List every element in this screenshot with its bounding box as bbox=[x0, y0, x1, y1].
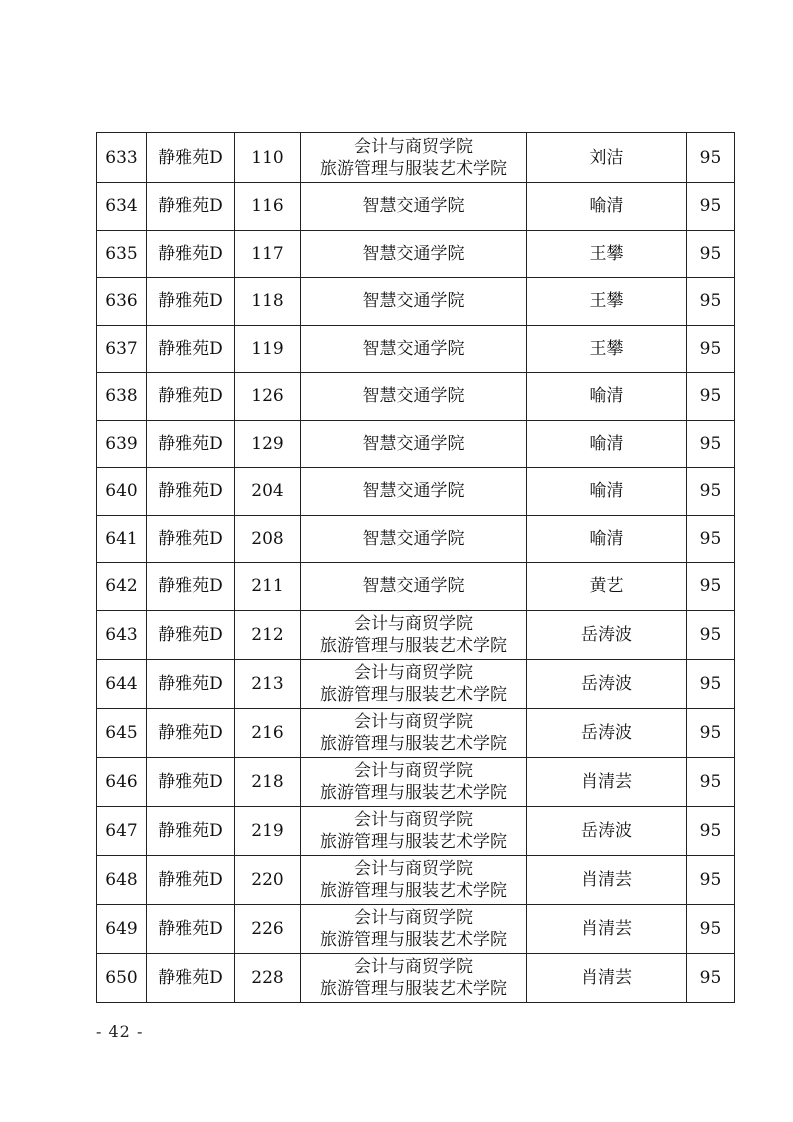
room-cell: 212 bbox=[235, 610, 301, 659]
college-cell bbox=[301, 133, 527, 183]
college-name: 会计与商贸学院 bbox=[354, 711, 473, 732]
building-cell: 静雅苑D bbox=[147, 610, 235, 659]
inspector-cell: 喻清 bbox=[527, 183, 687, 231]
building-cell: 静雅苑D bbox=[147, 278, 235, 326]
score-cell: 95 bbox=[687, 757, 735, 806]
building-cell: 静雅苑D bbox=[147, 953, 235, 1002]
inspector-cell: 岳涛波 bbox=[527, 659, 687, 708]
college-name: 旅游管理与服装艺术学院 bbox=[320, 978, 507, 999]
inspector-cell: 肖清芸 bbox=[527, 855, 687, 904]
college-cell bbox=[301, 806, 527, 855]
table-row bbox=[97, 659, 735, 708]
score-cell: 95 bbox=[687, 373, 735, 421]
building-cell: 静雅苑D bbox=[147, 468, 235, 516]
inspector-cell: 肖清芸 bbox=[527, 757, 687, 806]
row-number-cell: 648 bbox=[97, 855, 147, 904]
row-number-cell: 640 bbox=[97, 468, 147, 516]
inspector-cell: 岳涛波 bbox=[527, 610, 687, 659]
college-cell bbox=[301, 230, 527, 278]
building-cell: 静雅苑D bbox=[147, 659, 235, 708]
table-row bbox=[97, 806, 735, 855]
building-cell: 静雅苑D bbox=[147, 325, 235, 373]
college-name: 旅游管理与服装艺术学院 bbox=[320, 782, 507, 803]
table-row bbox=[97, 515, 735, 563]
table-row bbox=[97, 133, 735, 183]
college-name: 智慧交通学院 bbox=[362, 481, 465, 502]
inspector-cell: 岳涛波 bbox=[527, 708, 687, 757]
building-cell: 静雅苑D bbox=[147, 904, 235, 953]
score-cell: 95 bbox=[687, 515, 735, 563]
college-name: 会计与商贸学院 bbox=[354, 662, 473, 683]
table-row bbox=[97, 953, 735, 1002]
table-row bbox=[97, 278, 735, 326]
score-cell: 95 bbox=[687, 806, 735, 855]
building-cell: 静雅苑D bbox=[147, 708, 235, 757]
college-name: 智慧交通学院 bbox=[362, 291, 465, 312]
college-cell bbox=[301, 325, 527, 373]
college-name: 智慧交通学院 bbox=[362, 528, 465, 549]
college-name: 旅游管理与服装艺术学院 bbox=[320, 684, 507, 705]
inspector-cell: 肖清芸 bbox=[527, 953, 687, 1002]
table-row bbox=[97, 468, 735, 516]
college-cell bbox=[301, 610, 527, 659]
college-name: 旅游管理与服装艺术学院 bbox=[320, 880, 507, 901]
college-cell bbox=[301, 420, 527, 468]
building-cell: 静雅苑D bbox=[147, 515, 235, 563]
row-number-cell: 636 bbox=[97, 278, 147, 326]
table-row bbox=[97, 904, 735, 953]
table-row bbox=[97, 708, 735, 757]
college-cell bbox=[301, 183, 527, 231]
dormitory-score-table bbox=[96, 132, 735, 1003]
score-cell: 95 bbox=[687, 708, 735, 757]
score-cell: 95 bbox=[687, 420, 735, 468]
inspector-cell: 黄艺 bbox=[527, 563, 687, 611]
table-row bbox=[97, 230, 735, 278]
score-cell: 95 bbox=[687, 610, 735, 659]
college-cell bbox=[301, 708, 527, 757]
inspector-cell: 肖清芸 bbox=[527, 904, 687, 953]
college-name: 会计与商贸学院 bbox=[354, 613, 473, 634]
inspector-cell: 王攀 bbox=[527, 230, 687, 278]
college-name: 智慧交通学院 bbox=[362, 386, 465, 407]
page-number: - 42 - bbox=[96, 1022, 144, 1041]
room-cell: 117 bbox=[235, 230, 301, 278]
inspector-cell: 王攀 bbox=[527, 325, 687, 373]
college-name: 智慧交通学院 bbox=[362, 433, 465, 454]
inspector-cell: 喻清 bbox=[527, 420, 687, 468]
room-cell: 110 bbox=[235, 133, 301, 183]
college-name: 旅游管理与服装艺术学院 bbox=[320, 929, 507, 950]
building-cell: 静雅苑D bbox=[147, 183, 235, 231]
row-number-cell: 643 bbox=[97, 610, 147, 659]
score-cell: 95 bbox=[687, 904, 735, 953]
college-cell bbox=[301, 468, 527, 516]
inspector-cell: 王攀 bbox=[527, 278, 687, 326]
row-number-cell: 646 bbox=[97, 757, 147, 806]
college-name: 会计与商贸学院 bbox=[354, 907, 473, 928]
room-cell: 119 bbox=[235, 325, 301, 373]
row-number-cell: 633 bbox=[97, 133, 147, 183]
college-name: 智慧交通学院 bbox=[362, 196, 465, 217]
college-name: 旅游管理与服装艺术学院 bbox=[320, 635, 507, 656]
college-cell bbox=[301, 953, 527, 1002]
college-cell bbox=[301, 563, 527, 611]
building-cell: 静雅苑D bbox=[147, 757, 235, 806]
score-cell: 95 bbox=[687, 278, 735, 326]
building-cell: 静雅苑D bbox=[147, 806, 235, 855]
building-cell: 静雅苑D bbox=[147, 133, 235, 183]
row-number-cell: 634 bbox=[97, 183, 147, 231]
room-cell: 213 bbox=[235, 659, 301, 708]
table-body bbox=[97, 133, 735, 1003]
inspector-cell: 喻清 bbox=[527, 373, 687, 421]
row-number-cell: 644 bbox=[97, 659, 147, 708]
inspector-cell: 岳涛波 bbox=[527, 806, 687, 855]
row-number-cell: 647 bbox=[97, 806, 147, 855]
row-number-cell: 641 bbox=[97, 515, 147, 563]
table-row bbox=[97, 373, 735, 421]
room-cell: 126 bbox=[235, 373, 301, 421]
room-cell: 228 bbox=[235, 953, 301, 1002]
building-cell: 静雅苑D bbox=[147, 373, 235, 421]
score-cell: 95 bbox=[687, 325, 735, 373]
score-cell: 95 bbox=[687, 468, 735, 516]
score-cell: 95 bbox=[687, 183, 735, 231]
room-cell: 129 bbox=[235, 420, 301, 468]
college-cell bbox=[301, 278, 527, 326]
table-row bbox=[97, 325, 735, 373]
row-number-cell: 649 bbox=[97, 904, 147, 953]
room-cell: 220 bbox=[235, 855, 301, 904]
room-cell: 118 bbox=[235, 278, 301, 326]
college-cell bbox=[301, 904, 527, 953]
room-cell: 219 bbox=[235, 806, 301, 855]
college-name: 会计与商贸学院 bbox=[354, 858, 473, 879]
room-cell: 211 bbox=[235, 563, 301, 611]
room-cell: 116 bbox=[235, 183, 301, 231]
building-cell: 静雅苑D bbox=[147, 563, 235, 611]
score-cell: 95 bbox=[687, 855, 735, 904]
score-cell: 95 bbox=[687, 133, 735, 183]
college-name: 旅游管理与服装艺术学院 bbox=[320, 831, 507, 852]
college-name: 旅游管理与服装艺术学院 bbox=[320, 158, 507, 179]
college-cell bbox=[301, 855, 527, 904]
row-number-cell: 637 bbox=[97, 325, 147, 373]
row-number-cell: 642 bbox=[97, 563, 147, 611]
inspector-cell: 喻清 bbox=[527, 468, 687, 516]
score-cell: 95 bbox=[687, 659, 735, 708]
table-row bbox=[97, 757, 735, 806]
inspector-cell: 喻清 bbox=[527, 515, 687, 563]
room-cell: 204 bbox=[235, 468, 301, 516]
college-name: 智慧交通学院 bbox=[362, 576, 465, 597]
row-number-cell: 638 bbox=[97, 373, 147, 421]
college-name: 会计与商贸学院 bbox=[354, 809, 473, 830]
college-cell bbox=[301, 373, 527, 421]
college-name: 智慧交通学院 bbox=[362, 338, 465, 359]
college-name: 智慧交通学院 bbox=[362, 243, 465, 264]
score-cell: 95 bbox=[687, 230, 735, 278]
score-cell: 95 bbox=[687, 953, 735, 1002]
building-cell: 静雅苑D bbox=[147, 420, 235, 468]
row-number-cell: 639 bbox=[97, 420, 147, 468]
college-name: 会计与商贸学院 bbox=[354, 136, 473, 157]
room-cell: 218 bbox=[235, 757, 301, 806]
row-number-cell: 650 bbox=[97, 953, 147, 1002]
room-cell: 208 bbox=[235, 515, 301, 563]
college-name: 会计与商贸学院 bbox=[354, 956, 473, 977]
college-cell bbox=[301, 515, 527, 563]
building-cell: 静雅苑D bbox=[147, 855, 235, 904]
table-row bbox=[97, 563, 735, 611]
college-name: 会计与商贸学院 bbox=[354, 760, 473, 781]
college-cell bbox=[301, 659, 527, 708]
table-row bbox=[97, 610, 735, 659]
table-row bbox=[97, 855, 735, 904]
table-row bbox=[97, 183, 735, 231]
table-row bbox=[97, 420, 735, 468]
building-cell: 静雅苑D bbox=[147, 230, 235, 278]
college-name: 旅游管理与服装艺术学院 bbox=[320, 733, 507, 754]
row-number-cell: 645 bbox=[97, 708, 147, 757]
room-cell: 216 bbox=[235, 708, 301, 757]
inspector-cell: 刘洁 bbox=[527, 133, 687, 183]
row-number-cell: 635 bbox=[97, 230, 147, 278]
college-cell bbox=[301, 757, 527, 806]
room-cell: 226 bbox=[235, 904, 301, 953]
score-cell: 95 bbox=[687, 563, 735, 611]
